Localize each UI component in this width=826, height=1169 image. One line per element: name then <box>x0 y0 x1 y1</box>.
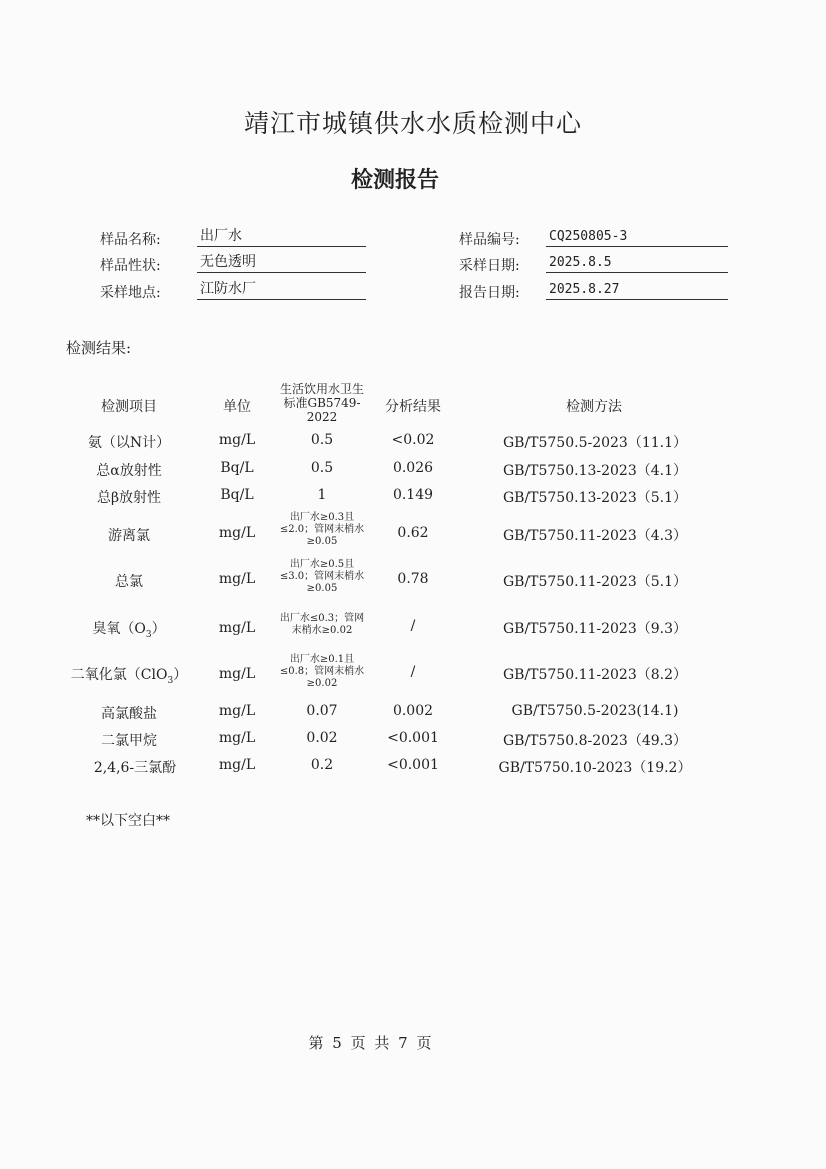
row-2-unit: Bq/L <box>220 460 254 476</box>
row-5-item: 总氯 <box>115 574 143 590</box>
row-10-method: GB/T5750.10-2023（19.2） <box>498 760 692 776</box>
row-4-standard: 出厂水≥0.3且≤2.0；管网末梢水≥0.05 <box>279 512 365 547</box>
sample-property-label: 样品性状: <box>100 258 161 274</box>
row-6-item-close: ） <box>151 621 166 637</box>
row-7-unit: mg/L <box>218 666 256 682</box>
report-date-value: 2025.8.27 <box>546 280 728 300</box>
header-result: 分析结果 <box>385 399 441 415</box>
row-8-method: GB/T5750.5-2023(14.1) <box>511 703 679 719</box>
header-standard: 生活饮用水卫生标准GB5749-2022 <box>279 382 364 424</box>
row-7-item-close: ） <box>173 667 188 683</box>
page-number: 第 5 页 共 7 页 <box>308 1034 432 1052</box>
row-9-item: 二氯甲烷 <box>101 733 157 749</box>
row-7-result: / <box>410 664 416 680</box>
sampling-location-value: 江防水厂 <box>197 280 366 300</box>
row-5-method: GB/T5750.11-2023（5.1） <box>502 574 688 590</box>
row-8-item: 高氯酸盐 <box>101 706 157 722</box>
row-7-item <box>62 664 196 686</box>
row-1-item: 氨（以N计） <box>87 435 171 451</box>
row-4-unit: mg/L <box>218 525 256 541</box>
org-title: 靖江市城镇供水水质检测中心 <box>243 109 582 138</box>
row-10-result: <0.001 <box>387 757 439 773</box>
sample-id-label: 样品编号: <box>459 232 520 248</box>
row-3-method: GB/T5750.13-2023（5.1） <box>502 490 688 506</box>
sample-id-value: CQ250805-3 <box>546 227 728 247</box>
row-8-standard: 0.07 <box>306 703 338 719</box>
row-6-method: GB/T5750.11-2023（9.3） <box>502 621 688 637</box>
sampling-date-label: 采样日期: <box>459 258 520 274</box>
sampling-date-value: 2025.8.5 <box>546 253 728 273</box>
row-8-result: 0.002 <box>392 703 434 719</box>
row-10-item: 2,4,6-三氯酚 <box>93 760 177 776</box>
row-9-unit: mg/L <box>218 730 256 746</box>
row-2-method: GB/T5750.13-2023（4.1） <box>502 463 688 479</box>
results-section-label: 检测结果: <box>66 339 132 357</box>
row-6-item <box>70 618 188 640</box>
row-7-standard: 出厂水≥0.1且≤0.8；管网末梢水≥0.02 <box>279 654 365 689</box>
row-4-result: 0.62 <box>397 525 429 541</box>
row-6-item-subscript: 3 <box>145 629 152 640</box>
row-1-result: <0.02 <box>391 432 435 448</box>
row-2-item: 总α放射性 <box>96 463 162 479</box>
row-3-standard: 1 <box>317 487 327 503</box>
header-method: 检测方法 <box>566 399 622 415</box>
row-3-unit: Bq/L <box>220 487 254 503</box>
row-10-unit: mg/L <box>218 757 256 773</box>
row-6-result: / <box>410 618 416 634</box>
row-2-standard: 0.5 <box>310 460 334 476</box>
row-6-standard: 出厂水≤0.3；管网末梢水≥0.02 <box>279 613 365 636</box>
row-5-standard: 出厂水≥0.5且≤3.0；管网末梢水≥0.05 <box>279 559 365 594</box>
report-date-label: 报告日期: <box>459 285 520 301</box>
row-3-result: 0.149 <box>392 487 434 503</box>
end-of-content-note: **以下空白** <box>86 813 170 829</box>
row-9-standard: 0.02 <box>306 730 338 746</box>
row-7-item-text: 二氧化氯（ClO <box>70 667 168 683</box>
report-title: 检测报告 <box>350 167 439 193</box>
row-9-result: <0.001 <box>387 730 439 746</box>
row-6-unit: mg/L <box>218 620 256 636</box>
sampling-location-label: 采样地点: <box>100 285 161 301</box>
row-1-standard: 0.5 <box>310 432 334 448</box>
sample-property-value: 无色透明 <box>197 253 366 273</box>
header-unit: 单位 <box>223 399 251 415</box>
row-5-unit: mg/L <box>218 571 256 587</box>
sample-name-label: 样品名称: <box>100 232 161 248</box>
row-10-standard: 0.2 <box>310 757 334 773</box>
row-4-item: 游离氯 <box>108 528 150 544</box>
row-8-unit: mg/L <box>218 703 256 719</box>
row-2-result: 0.026 <box>392 460 434 476</box>
row-7-method: GB/T5750.11-2023（8.2） <box>502 667 688 683</box>
header-item: 检测项目 <box>101 399 157 415</box>
row-1-unit: mg/L <box>218 432 256 448</box>
row-7-item-subscript: 3 <box>167 675 174 686</box>
row-9-method: GB/T5750.8-2023（49.3） <box>502 733 688 749</box>
sample-name-value: 出厂水 <box>197 227 366 247</box>
row-1-method: GB/T5750.5-2023（11.1） <box>502 435 688 451</box>
row-3-item: 总β放射性 <box>96 490 162 506</box>
row-5-result: 0.78 <box>397 571 429 587</box>
row-6-item-text: 臭氧（O <box>92 621 146 637</box>
row-4-method: GB/T5750.11-2023（4.3） <box>502 528 688 544</box>
